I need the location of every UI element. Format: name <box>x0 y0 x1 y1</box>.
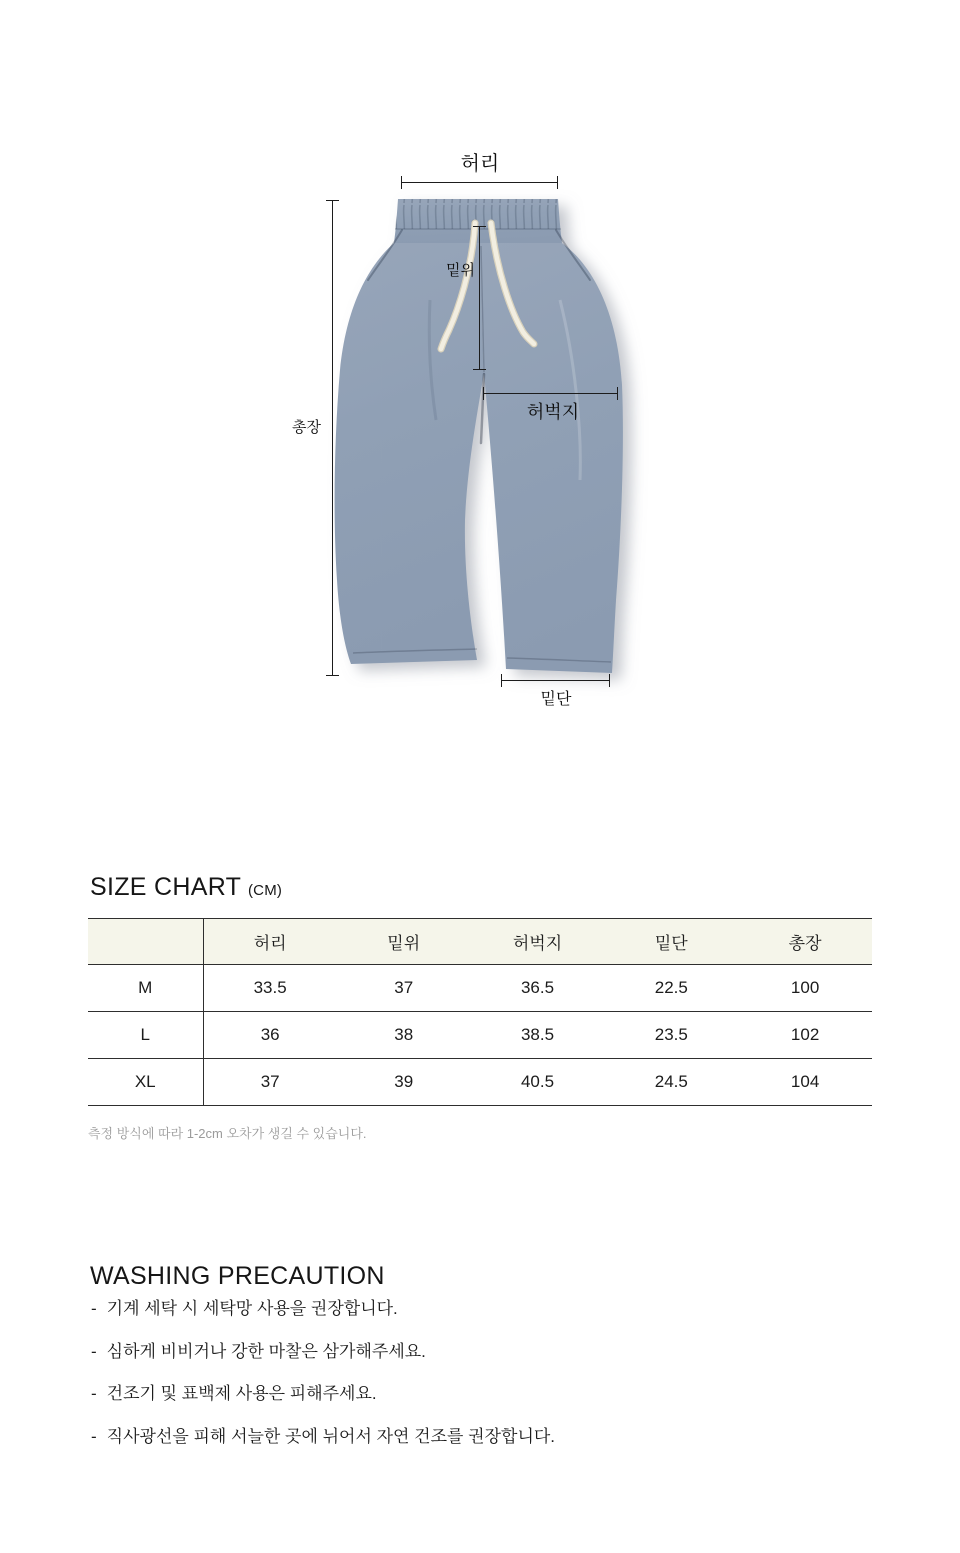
size-chart-cell: 36 <box>260 1025 280 1044</box>
washing-item-text: 심하게 비비거나 강한 마찰은 삼가해주세요. <box>106 1341 426 1361</box>
washing-item-text: 기계 세탁 시 세탁망 사용을 권장합니다. <box>106 1299 398 1318</box>
row-size-label: M <box>88 965 203 1012</box>
thigh-label: 허벅지 <box>526 402 580 422</box>
length-measure-line <box>332 200 333 676</box>
size-chart-corner-cell <box>88 919 203 965</box>
washing-item <box>91 1427 555 1447</box>
size-chart-cell: 22.5 <box>654 978 688 997</box>
washing-title: WASHING PRECAUTION <box>90 1261 385 1290</box>
size-chart-cell: 33.5 <box>253 978 287 997</box>
measurement-note: 측정 방식에 따라 1-2cm 오차가 생길 수 있습니다. <box>88 1126 367 1141</box>
size-chart-cell: 38.5 <box>520 1025 555 1044</box>
column-header-waist: 허리 <box>253 934 287 953</box>
thigh-measure-line <box>483 393 618 394</box>
size-chart-table <box>88 918 872 1106</box>
dash-bullet: - <box>91 1299 97 1318</box>
size-chart-title-text: SIZE CHART <box>90 872 241 901</box>
size-chart-cell: 24.5 <box>654 1072 688 1091</box>
column-header-rise: 밑위 <box>387 934 421 953</box>
size-chart-cell: 39 <box>394 1072 414 1091</box>
row-size-label: XL <box>88 1059 203 1106</box>
size-chart-row-xl <box>88 1059 872 1106</box>
hem-measure-line <box>501 680 610 681</box>
waist-label: 허리 <box>460 153 500 175</box>
size-chart-header-row <box>88 919 872 965</box>
dash-bullet: - <box>91 1341 97 1361</box>
rise-measure-line <box>479 226 480 370</box>
washing-item <box>91 1342 555 1362</box>
dash-bullet: - <box>91 1426 97 1446</box>
row-size-label: L <box>88 1012 203 1059</box>
rise-label: 밑위 <box>446 262 475 279</box>
washing-item <box>91 1299 555 1319</box>
size-chart-cell: 37 <box>260 1072 280 1091</box>
waist-measure-line <box>401 182 558 183</box>
size-chart-cell: 36.5 <box>520 978 555 997</box>
size-chart-cell: 40.5 <box>520 1072 555 1091</box>
pants-right-leg <box>481 243 623 673</box>
size-chart-section <box>88 918 872 1106</box>
column-header-length: 총장 <box>788 934 822 953</box>
size-chart-row-l <box>88 1012 872 1059</box>
size-chart-title <box>90 872 283 901</box>
length-label: 총장 <box>292 419 321 436</box>
size-chart-cell: 104 <box>790 1072 820 1091</box>
washing-item <box>91 1384 555 1404</box>
size-chart-cell: 38 <box>394 1025 414 1044</box>
size-chart-cell: 23.5 <box>654 1025 688 1044</box>
size-chart-cell: 37 <box>394 978 414 997</box>
hem-label: 밑단 <box>540 691 572 708</box>
column-header-thigh: 허벅지 <box>512 934 563 953</box>
size-chart-cell: 102 <box>790 1025 820 1044</box>
column-header-hem: 밑단 <box>654 934 688 953</box>
washing-item-text: 직사광선을 피해 서늘한 곳에 뉘어서 자연 건조를 권장합니다. <box>106 1426 556 1446</box>
dash-bullet: - <box>91 1384 97 1404</box>
washing-item-text: 건조기 및 표백제 사용은 피해주세요. <box>106 1384 377 1404</box>
size-chart-unit: (CM) <box>247 881 283 899</box>
size-chart-cell: 100 <box>790 978 820 997</box>
size-chart-row-m <box>88 965 872 1012</box>
pants-photo <box>270 150 690 710</box>
washing-list <box>91 1299 555 1469</box>
